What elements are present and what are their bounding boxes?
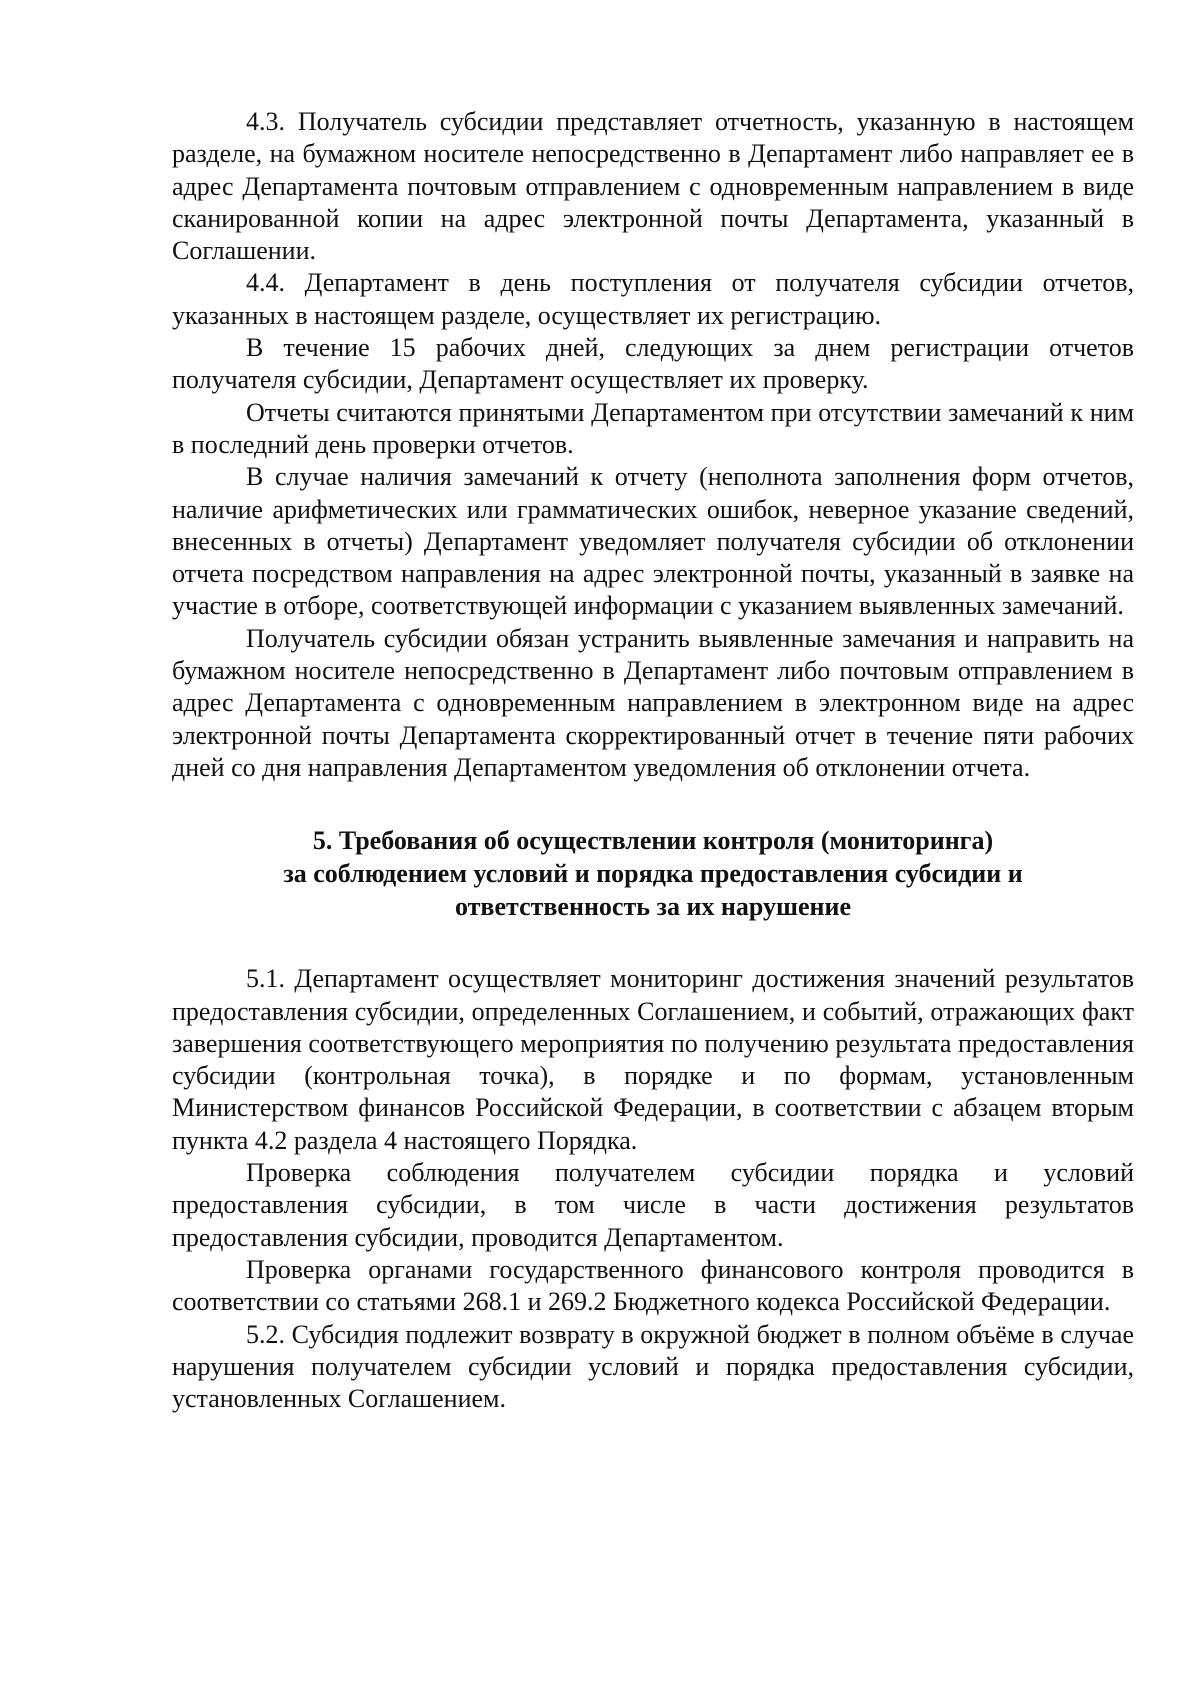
paragraph-check-period: В течение 15 рабочих дней, следующих за днем регистрации отчетов получателя субсидии, Департамент осуществляет их проверку. — [172, 333, 1134, 395]
paragraph-correction: Получатель субсидии обязан устранить выявленные замечания и направить на бумажном носителе непосредственно в Департамент либо почтовым отправлением в адрес Департамента с одновременным направлением в электронном виде на адрес электронной почты Департамента скорректированный отчет в течение пяти рабочих дней со дня направления Департаментом уведомления об отклонении отчета. — [172, 623, 1134, 782]
heading-line-2: за соблюдением условий и порядка предоставления субсидии и — [283, 859, 1023, 889]
paragraph-remarks: В случае наличия замечаний к отчету (неполнота заполнения форм отчетов, наличие арифметических или грамматических ошибок, неверное указание сведений, внесенных в отчеты) Департамент уведомляет получателя субсидии об отклонении отчета посредством направления на адрес электронной почты, указанный в заявке на участие в отборе, соответствующей информации с указанием выявленных замечаний. — [172, 462, 1134, 621]
spacer — [172, 923, 1134, 963]
document-page — [172, 106, 1134, 1415]
paragraph-4-3: 4.3. Получатель субсидии представляет отчетность, указанную в настоящем разделе, на бумажном носителе непосредственно в Департамент либо направляет ее в адрес Департамента почтовым отправлением с одновременным направлением в виде сканированной копии на адрес электронной почты Департамента, указанный в Соглашении. — [172, 107, 1134, 266]
spacer — [172, 784, 1134, 824]
paragraph-5-1: 5.1. Департамент осуществляет мониторинг достижения значений результатов предоставления субсидии, определенных Соглашением, и событий, отражающих факт завершения соответствующего мероприятия по получению результата предоставления субсидии (контрольная точка), в порядке и по формам, установленным Министерством финансов Российской Федерации, в соответствии с абзацем вторым пункта 4.2 раздела 4 настоящего Порядка. — [172, 964, 1134, 1155]
paragraph-state-control: Проверка органами государственного финансового контроля проводится в соответствии со статьями 268.1 и 269.2 Бюджетного кодекса Российской Федерации. — [172, 1254, 1134, 1317]
paragraph-verification: Проверка соблюдения получателем субсидии порядка и условий предоставления субсидии, в том числе в части достижения результатов предоставления субсидии, проводится Департаментом. — [172, 1158, 1134, 1252]
paragraph-5-2: 5.2. Субсидия подлежит возврату в окружной бюджет в полном объёме в случае нарушения получателем субсидии условий и порядка предоставления субсидии, установленных Соглашением. — [172, 1319, 1134, 1414]
paragraph-reports-accepted: Отчеты считаются принятыми Департаментом при отсутствии замечаний к ним в последний день проверки отчетов. — [172, 397, 1134, 459]
heading-line-3: ответственность за их нарушение — [454, 892, 852, 922]
heading-line-1: 5. Требования об осуществлении контроля (мониторинга) — [312, 826, 994, 856]
paragraph-4-4: 4.4. Департамент в день поступления от получателя субсидии отчетов, указанных в настоящем разделе, осуществляет их регистрацию. — [172, 268, 1134, 330]
section-5-heading — [172, 824, 1134, 923]
